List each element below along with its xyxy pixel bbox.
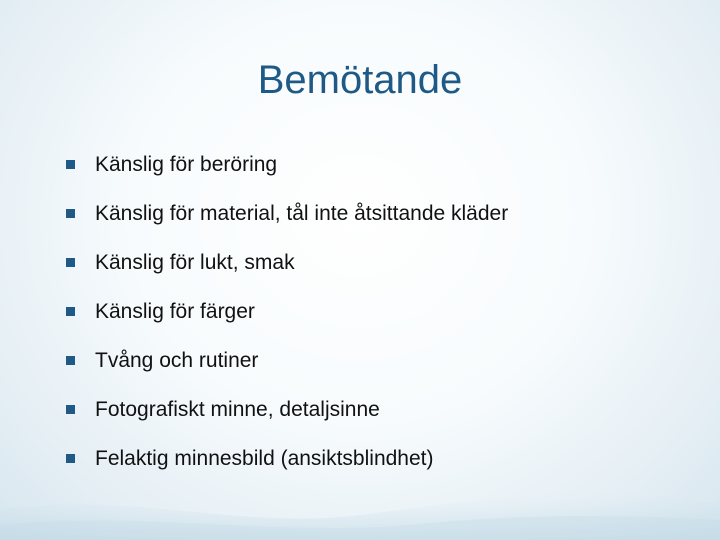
bullet-text: Tvång och rutiner [95,348,259,372]
bullet-item [66,336,706,385]
bullet-item [66,385,706,434]
bullet-item [66,140,706,189]
square-bullet-icon [66,258,75,267]
bullet-item [66,189,706,238]
square-bullet-icon [66,307,75,316]
bullet-text: Känslig för färger [95,299,255,323]
square-bullet-icon [66,160,75,169]
bullet-text: Fotografiskt minne, detaljsinne [95,397,380,421]
bullet-item [66,238,706,287]
square-bullet-icon [66,405,75,414]
square-bullet-icon [66,209,75,218]
bullet-item [66,434,706,483]
bullet-text: Felaktig minnesbild (ansiktsblindhet) [95,446,434,470]
bullet-text: Känslig för lukt, smak [95,250,295,274]
slide-title: Bemötande [257,58,463,102]
bullet-text: Känslig för beröring [95,152,278,176]
square-bullet-icon [66,454,75,463]
bullet-list [66,140,706,483]
bullet-text: Känslig för material, tål inte åtsittande kläder [95,201,509,225]
square-bullet-icon [66,356,75,365]
bullet-item [66,287,706,336]
